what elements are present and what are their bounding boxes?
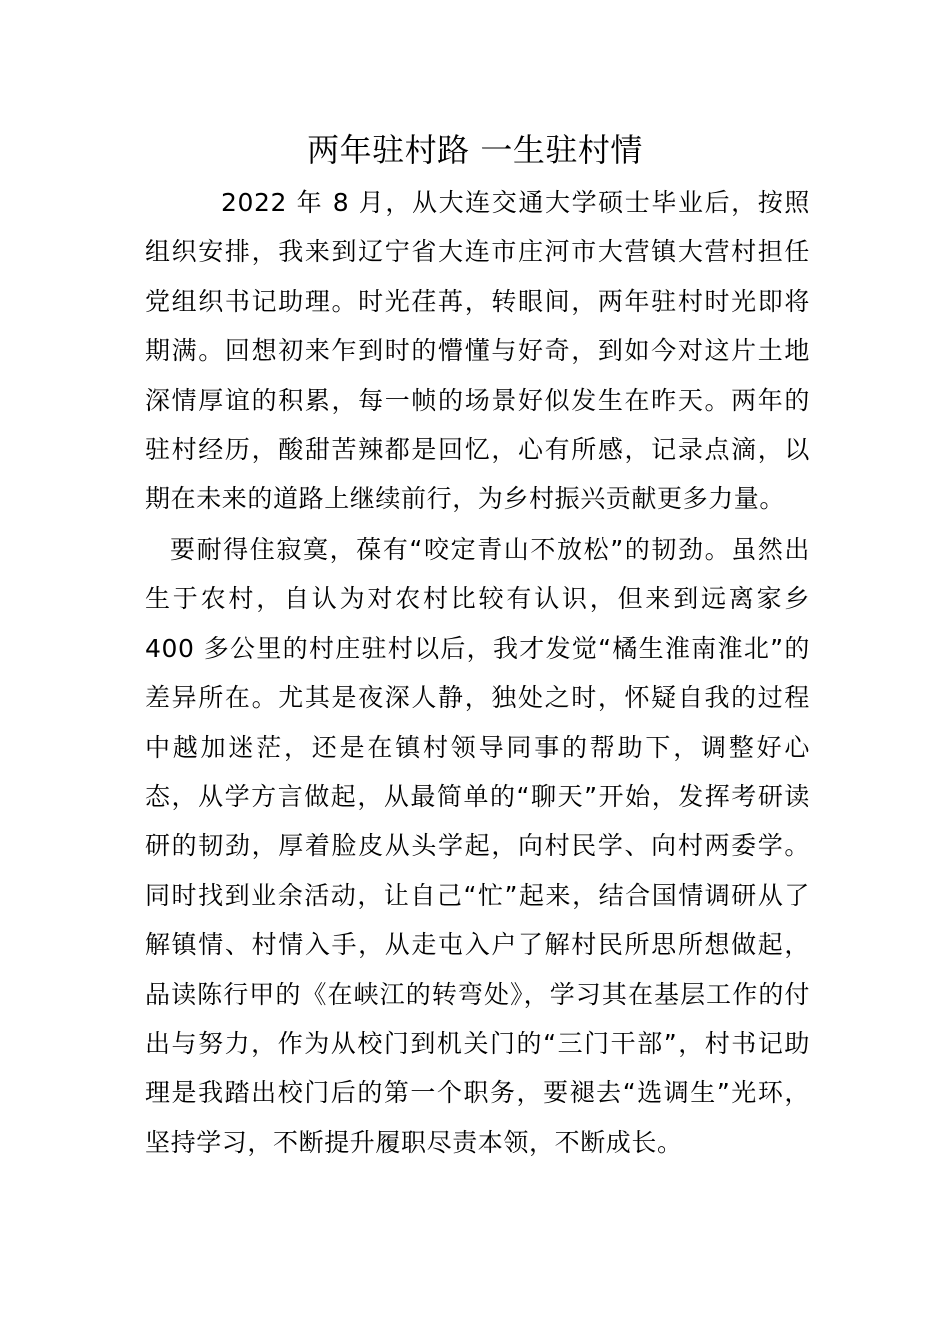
paragraph-perseverance: 要耐得住寂寞，葆有“咬定青山不放松”的韧劲。虽然出生于农村，自认为对农村比较有认识，但来到远离家乡 400 多公里的村庄驻村以后，我才发觉“橘生淮南淮北”的差异所在。尤其是夜深人静，独处之时，怀疑自我的过程中越加迷茫，还是在镇村领导同事的帮助下，调整好心态，从学方言做起，从最简单的“聊天”开始，发挥考研读研的韧劲，厚着脸皮从头学起，向村民学、向村两委学。同时找到业余活动，让自己“忙”起来，结合国情调研从了解镇情、村情入手，从走屯入户了解村民所思所想做起，品读陈行甲的《在峡江的转弯处》，学习其在基层工作的付出与努力，作为从校门到机关门的“三门干部”，村书记助理是我踏出校门后的第一个职务，要褪去“选调生”光环，坚持学习，不断提升履职尽责本领，不断成长。 <box>145 535 810 1157</box>
paragraph-intro: 2022 年 8 月，从大连交通大学硕士毕业后，按照组织安排，我来到辽宁省大连市庄河市大营镇大营村担任党组织书记助理。时光荏苒，转眼间，两年驻村时光即将期满。回想初来乍到时的懵懂与好奇，到如今对这片土地深情厚谊的积累，每一帧的场景好似发生在昨天。两年的驻村经历，酸甜苦辣都是回忆，心有所感，记录点滴，以期在未来的道路上继续前行，为乡村振兴贡献更多力量。 <box>145 188 810 514</box>
document-title: 两年驻村路 一生驻村情 <box>307 131 643 169</box>
